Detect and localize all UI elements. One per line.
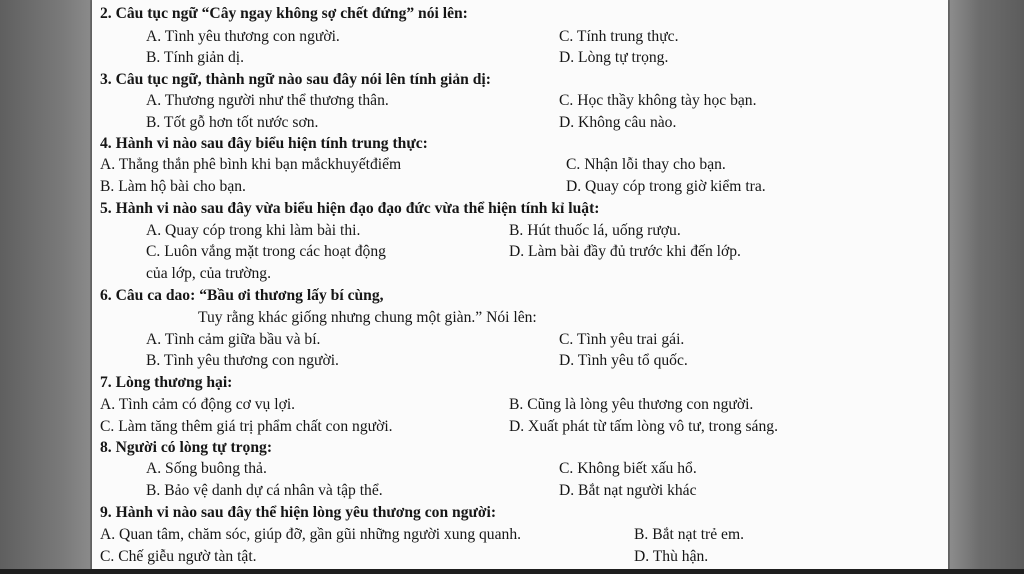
question-5-option-d: D. Làm bài đầy đủ trước khi đến lớp.: [509, 243, 741, 260]
question-5-option-a: A. Quay cóp trong khi làm bài thi.: [146, 222, 361, 239]
question-3-option-b: B. Tốt gỗ hơn tốt nước sơn.: [146, 114, 319, 131]
question-7-option-c: C. Làm tăng thêm giá trị phẩm chất con người.: [100, 418, 393, 435]
question-9-option-a: A. Quan tâm, chăm sóc, giúp đỡ, gần gũi những người xung quanh.: [100, 526, 522, 543]
question-8-option-a: A. Sống buông thả.: [146, 460, 267, 477]
bottom-edge-bar: [0, 569, 1024, 574]
question-6-text-line-2: Tuy rằng khác giống nhưng chung một giàn.” Nói lên:: [198, 309, 537, 326]
question-9-option-d: D. Thù hận.: [634, 548, 709, 565]
question-3-option-a: A. Thương người như thể thương thân.: [146, 92, 389, 109]
question-4-option-d: D. Quay cóp trong giờ kiểm tra.: [566, 178, 766, 195]
question-9-text: 9. Hành vi nào sau đây thể hiện lòng yêu thương con người:: [100, 504, 497, 521]
question-6-option-d: D. Tình yêu tổ quốc.: [559, 352, 688, 369]
question-6-option-a: A. Tình cảm giữa bầu và bí.: [146, 331, 321, 348]
document-page: [92, 0, 948, 574]
question-8-text: 8. Người có lòng tự trọng:: [100, 439, 273, 456]
question-5-option-c-line-1: C. Luôn vắng mặt trong các hoạt động: [146, 243, 386, 260]
question-4-option-a: A. Thẳng thắn phê bình khi bạn mắckhuyếtđiểm: [100, 156, 402, 173]
question-8-option-c: C. Không biết xấu hổ.: [559, 460, 697, 477]
question-9-option-b: B. Bắt nạt trẻ em.: [634, 526, 744, 543]
question-2-option-d: D. Lòng tự trọng.: [559, 49, 669, 66]
question-8-option-b: B. Bảo vệ danh dự cá nhân và tập thể.: [146, 482, 383, 499]
question-2-text: 2. Câu tục ngữ “Cây ngay không sợ chết đứng” nói lên:: [100, 5, 468, 22]
right-gray-margin: [950, 0, 1024, 574]
question-5-text: 5. Hành vi nào sau đây vừa biểu hiện đạo đạo đức vừa thể hiện tính kỉ luật:: [100, 200, 600, 217]
question-3-option-c: C. Học thầy không tày học bạn.: [559, 92, 757, 109]
question-6-text: 6. Câu ca dao: “Bầu ơi thương lấy bí cùng,: [100, 287, 384, 304]
left-gray-margin: [0, 0, 90, 574]
question-9-option-c: C. Chế giễu ngườ tàn tật.: [100, 548, 257, 565]
question-7-text: 7. Lòng thương hại:: [100, 374, 233, 391]
question-6-option-b: B. Tình yêu thương con người.: [146, 352, 339, 369]
question-7-option-a: A. Tình cảm có động cơ vụ lợi.: [100, 396, 296, 413]
question-5-option-b: B. Hút thuốc lá, uống rượu.: [509, 222, 681, 239]
question-4-option-b: B. Làm hộ bài cho bạn.: [100, 178, 246, 195]
question-7-option-d: D. Xuất phát từ tấm lòng vô tư, trong sáng.: [509, 418, 778, 435]
question-4-text: 4. Hành vi nào sau đây biểu hiện tính trung thực:: [100, 135, 428, 152]
question-2-option-b: B. Tính giản dị.: [146, 49, 245, 66]
question-6-option-c: C. Tình yêu trai gái.: [559, 331, 685, 348]
question-8-option-d: D. Bắt nạt người khác: [559, 482, 697, 499]
question-5-option-c-line-2: của lớp, của trường.: [146, 265, 271, 282]
question-2-option-c: C. Tính trung thực.: [559, 28, 679, 45]
question-7-option-b: B. Cũng là lòng yêu thương con người.: [509, 396, 754, 413]
question-3-text: 3. Câu tục ngữ, thành ngữ nào sau đây nói lên tính giản dị:: [100, 71, 491, 88]
question-3-option-d: D. Không câu nào.: [559, 114, 677, 131]
question-4-option-c: C. Nhận lỗi thay cho bạn.: [566, 156, 726, 173]
question-2-option-a: A. Tình yêu thương con người.: [146, 28, 340, 45]
